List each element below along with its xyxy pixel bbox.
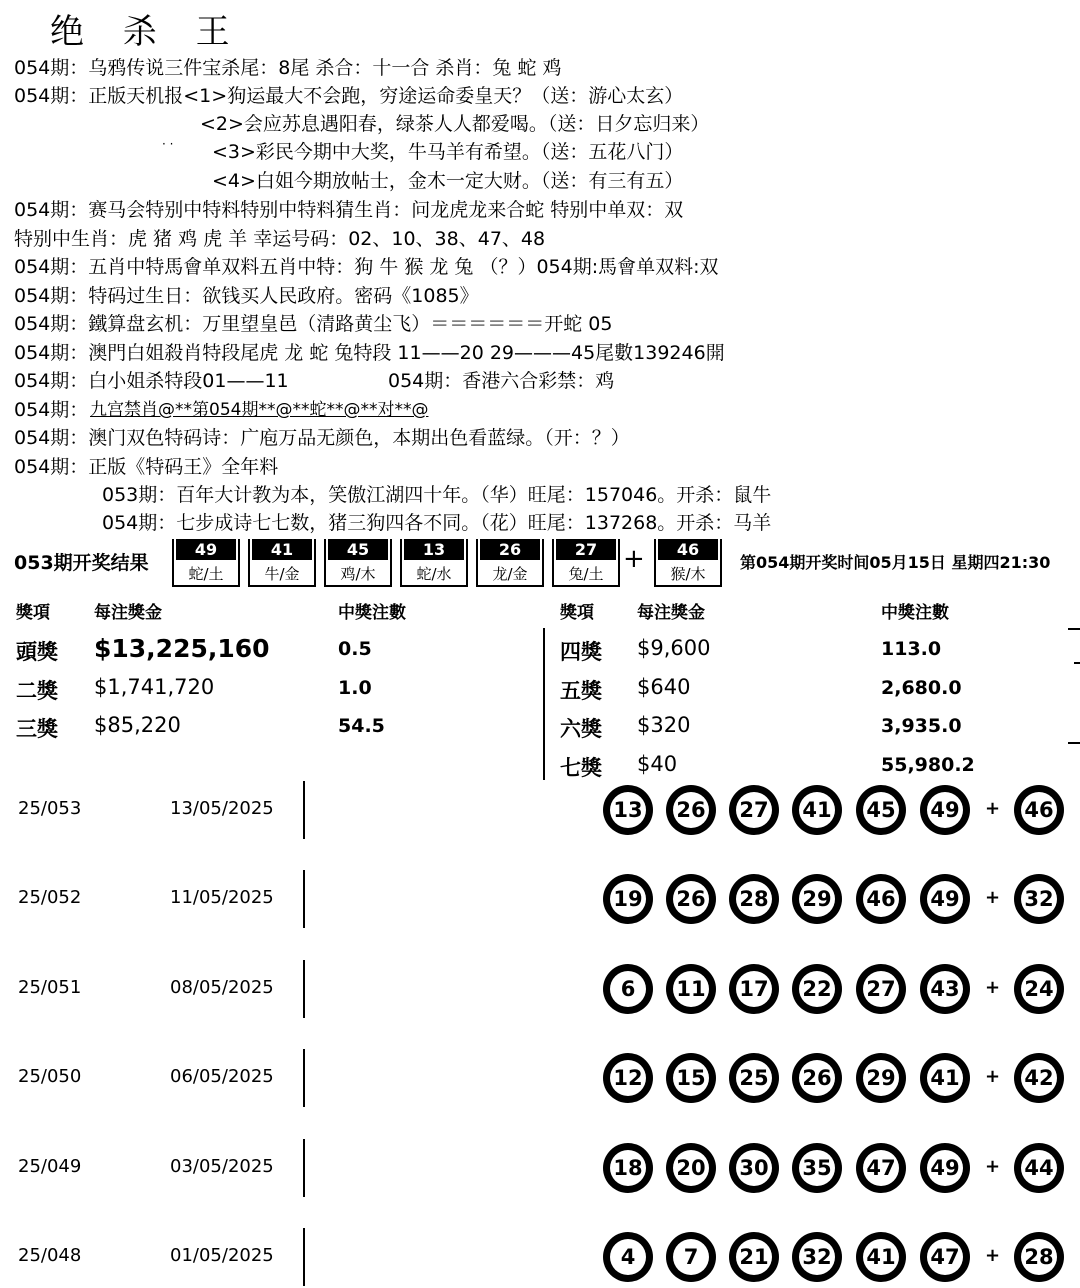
- history-ball: 46: [856, 874, 906, 924]
- history-special-ball: 42: [1014, 1053, 1064, 1103]
- history-ball: 26: [792, 1053, 842, 1103]
- history-plus-sign: +: [985, 1156, 1001, 1177]
- history-plus-sign: +: [985, 1066, 1001, 1087]
- history-plus-sign: +: [985, 798, 1001, 819]
- history-draw-id: 25/048: [18, 1245, 82, 1266]
- history-draw-id: 25/049: [18, 1156, 82, 1177]
- history-ball: 15: [666, 1053, 716, 1103]
- prize-winners: 113.0: [881, 638, 942, 660]
- result-ball: 13 蛇/水: [400, 539, 468, 587]
- result-ball: 26 龙/金: [476, 539, 544, 587]
- text-line: 054期：鐵算盘玄机：万里望皇邑（清路黄尘飞）＝＝＝＝＝＝开蛇 05: [14, 313, 613, 335]
- next-draw-time: 第054期开奖时间05月15日 星期四21:30: [740, 553, 1051, 572]
- history-ball: 26: [666, 785, 716, 835]
- history-draw-date: 03/05/2025: [170, 1156, 274, 1177]
- prize-divider: [543, 628, 545, 780]
- history-divider: [303, 870, 305, 928]
- history-draw-id: 25/053: [18, 798, 82, 819]
- history-ball: 49: [920, 1143, 970, 1193]
- prize-amount: $320: [637, 713, 691, 737]
- text-line: 九宫禁肖@**第054期**@**蛇**@**对**@: [90, 400, 429, 420]
- text-line: 054期：香港六合彩禁：鸡: [388, 370, 615, 392]
- prize-winners: 3,935.0: [881, 715, 962, 737]
- history-special-ball: 32: [1014, 874, 1064, 924]
- history-draw-id: 25/050: [18, 1066, 82, 1087]
- text-line: 054期：特码过生日：欲钱买人民政府。密码《1085》: [14, 285, 479, 307]
- history-draw-date: 11/05/2025: [170, 887, 274, 908]
- history-ball: 6: [603, 964, 653, 1014]
- history-ball: 22: [792, 964, 842, 1014]
- history-ball: 29: [792, 874, 842, 924]
- history-special-ball: 24: [1014, 964, 1064, 1014]
- prize-amount: $40: [637, 752, 678, 776]
- prize-header-winners: 中獎注數: [881, 603, 949, 623]
- edge-tick: [1068, 742, 1080, 744]
- text-line: 054期：白小姐杀特段01——11: [14, 370, 289, 392]
- text-line: 054期：乌鸦传说三件宝杀尾：8尾 杀合：十一合 杀肖：兔 蛇 鸡: [14, 57, 562, 79]
- text-line: <3>彩民今期中大奖，牛马羊有希望。（送：五花八门）: [212, 141, 684, 163]
- text-line: 054期：七步成诗七七数，猪三狗四各不同。（花）旺尾：137268。开杀：马羊: [102, 512, 772, 534]
- text-line: 054期：正版天机报<1>狗运最大不会跑，穷途运命委皇天？（送：游心太玄）: [14, 85, 684, 107]
- history-special-ball: 44: [1014, 1143, 1064, 1193]
- history-divider: [303, 1139, 305, 1197]
- prize-amount: $9,600: [637, 636, 711, 660]
- history-divider: [303, 960, 305, 1018]
- prize-name: 五獎: [560, 679, 602, 703]
- prize-winners: 54.5: [338, 715, 385, 737]
- history-ball: 7: [666, 1232, 716, 1282]
- history-draw-date: 08/05/2025: [170, 977, 274, 998]
- history-draw-date: 01/05/2025: [170, 1245, 274, 1266]
- history-ball: 41: [856, 1232, 906, 1282]
- history-ball: 17: [729, 964, 779, 1014]
- result-ball: 45 鸡/木: [324, 539, 392, 587]
- text-line: <4>白姐今期放帖士，金木一定大财。（送：有三有五）: [212, 170, 684, 192]
- history-ball: 12: [603, 1053, 653, 1103]
- prize-amount: $13,225,160: [94, 634, 270, 663]
- prize-amount: $1,741,720: [94, 675, 215, 699]
- page-title: 绝 杀 王: [50, 12, 244, 52]
- history-ball: 30: [729, 1143, 779, 1193]
- special-ball: 46 猴/木: [654, 539, 722, 587]
- plus-sign: +: [623, 544, 645, 574]
- prize-header-item: 獎項: [560, 603, 594, 623]
- history-draw-date: 13/05/2025: [170, 798, 274, 819]
- result-ball: 27 兔/土: [552, 539, 620, 587]
- result-label: 053期开奖结果: [14, 552, 149, 574]
- text-line: 054期：: [14, 399, 89, 421]
- history-special-ball: 28: [1014, 1232, 1064, 1282]
- history-ball: 29: [856, 1053, 906, 1103]
- text-line: <2>会应苏息遇阳春，绿茶人人都爱喝。（送：日夕忘归来）: [200, 113, 710, 135]
- edge-tick: [1074, 662, 1080, 664]
- edge-tick: [1068, 628, 1080, 630]
- prize-header-amount: 每注獎金: [637, 603, 705, 623]
- prize-name: 三獎: [16, 717, 58, 741]
- history-ball: 41: [792, 785, 842, 835]
- history-ball: 13: [603, 785, 653, 835]
- prize-name: 六獎: [560, 717, 602, 741]
- prize-name: 四獎: [560, 640, 602, 664]
- result-ball: 41 牛/金: [248, 539, 316, 587]
- history-plus-sign: +: [985, 977, 1001, 998]
- history-plus-sign: +: [985, 887, 1001, 908]
- text-line: 054期：五肖中特馬會单双料五肖中特：狗 牛 猴 龙 兔 （？）054期:馬會单双料:双: [14, 256, 719, 278]
- history-draw-id: 25/052: [18, 887, 82, 908]
- prize-header-winners: 中獎注數: [338, 603, 406, 623]
- dots-mark: · ·: [162, 137, 174, 151]
- result-ball: 49 蛇/土: [172, 539, 240, 587]
- prize-amount: $85,220: [94, 713, 181, 737]
- prize-winners: 55,980.2: [881, 754, 975, 776]
- history-ball: 27: [729, 785, 779, 835]
- history-draw-id: 25/051: [18, 977, 82, 998]
- history-ball: 47: [856, 1143, 906, 1193]
- history-divider: [303, 1049, 305, 1107]
- text-line: 特别中生肖：虎 猪 鸡 虎 羊 幸运号码：02、10、38、47、48: [14, 228, 546, 250]
- history-ball: 35: [792, 1143, 842, 1193]
- history-ball: 20: [666, 1143, 716, 1193]
- history-plus-sign: +: [985, 1245, 1001, 1266]
- history-ball: 45: [856, 785, 906, 835]
- prize-header-amount: 每注獎金: [94, 603, 162, 623]
- history-ball: 18: [603, 1143, 653, 1193]
- history-ball: 32: [792, 1232, 842, 1282]
- prize-winners: 2,680.0: [881, 677, 962, 699]
- history-ball: 26: [666, 874, 716, 924]
- history-ball: 49: [920, 785, 970, 835]
- prize-header-item: 獎項: [16, 603, 50, 623]
- history-ball: 19: [603, 874, 653, 924]
- history-ball: 21: [729, 1232, 779, 1282]
- prize-amount: $640: [637, 675, 691, 699]
- history-ball: 28: [729, 874, 779, 924]
- history-ball: 47: [920, 1232, 970, 1282]
- history-ball: 27: [856, 964, 906, 1014]
- history-divider: [303, 1228, 305, 1286]
- prize-winners: 0.5: [338, 638, 372, 660]
- history-ball: 43: [920, 964, 970, 1014]
- history-special-ball: 46: [1014, 785, 1064, 835]
- history-ball: 41: [920, 1053, 970, 1103]
- text-line: 054期：赛马会特别中特料特别中特料猜生肖：问龙虎龙来合蛇 特别中单双：双: [14, 199, 684, 221]
- text-line: 054期：澳门双色特码诗：广庖万品无颜色，本期出色看蓝绿。（开：？）: [14, 427, 630, 449]
- history-draw-date: 06/05/2025: [170, 1066, 274, 1087]
- history-ball: 11: [666, 964, 716, 1014]
- history-ball: 49: [920, 874, 970, 924]
- text-line: 053期：百年大计教为本，笑傲江湖四十年。（华）旺尾：157046。开杀：鼠牛: [102, 484, 772, 506]
- history-divider: [303, 781, 305, 839]
- text-line: 054期：正版《特码王》全年料: [14, 456, 279, 478]
- prize-winners: 1.0: [338, 677, 372, 699]
- history-ball: 25: [729, 1053, 779, 1103]
- prize-name: 二獎: [16, 679, 58, 703]
- prize-name: 頭獎: [16, 640, 58, 664]
- prize-name: 七獎: [560, 756, 602, 780]
- text-line: 054期：澳門白姐殺肖特段尾虎 龙 蛇 兔特段 11——20 29———45尾數139246開: [14, 342, 725, 364]
- history-ball: 4: [603, 1232, 653, 1282]
